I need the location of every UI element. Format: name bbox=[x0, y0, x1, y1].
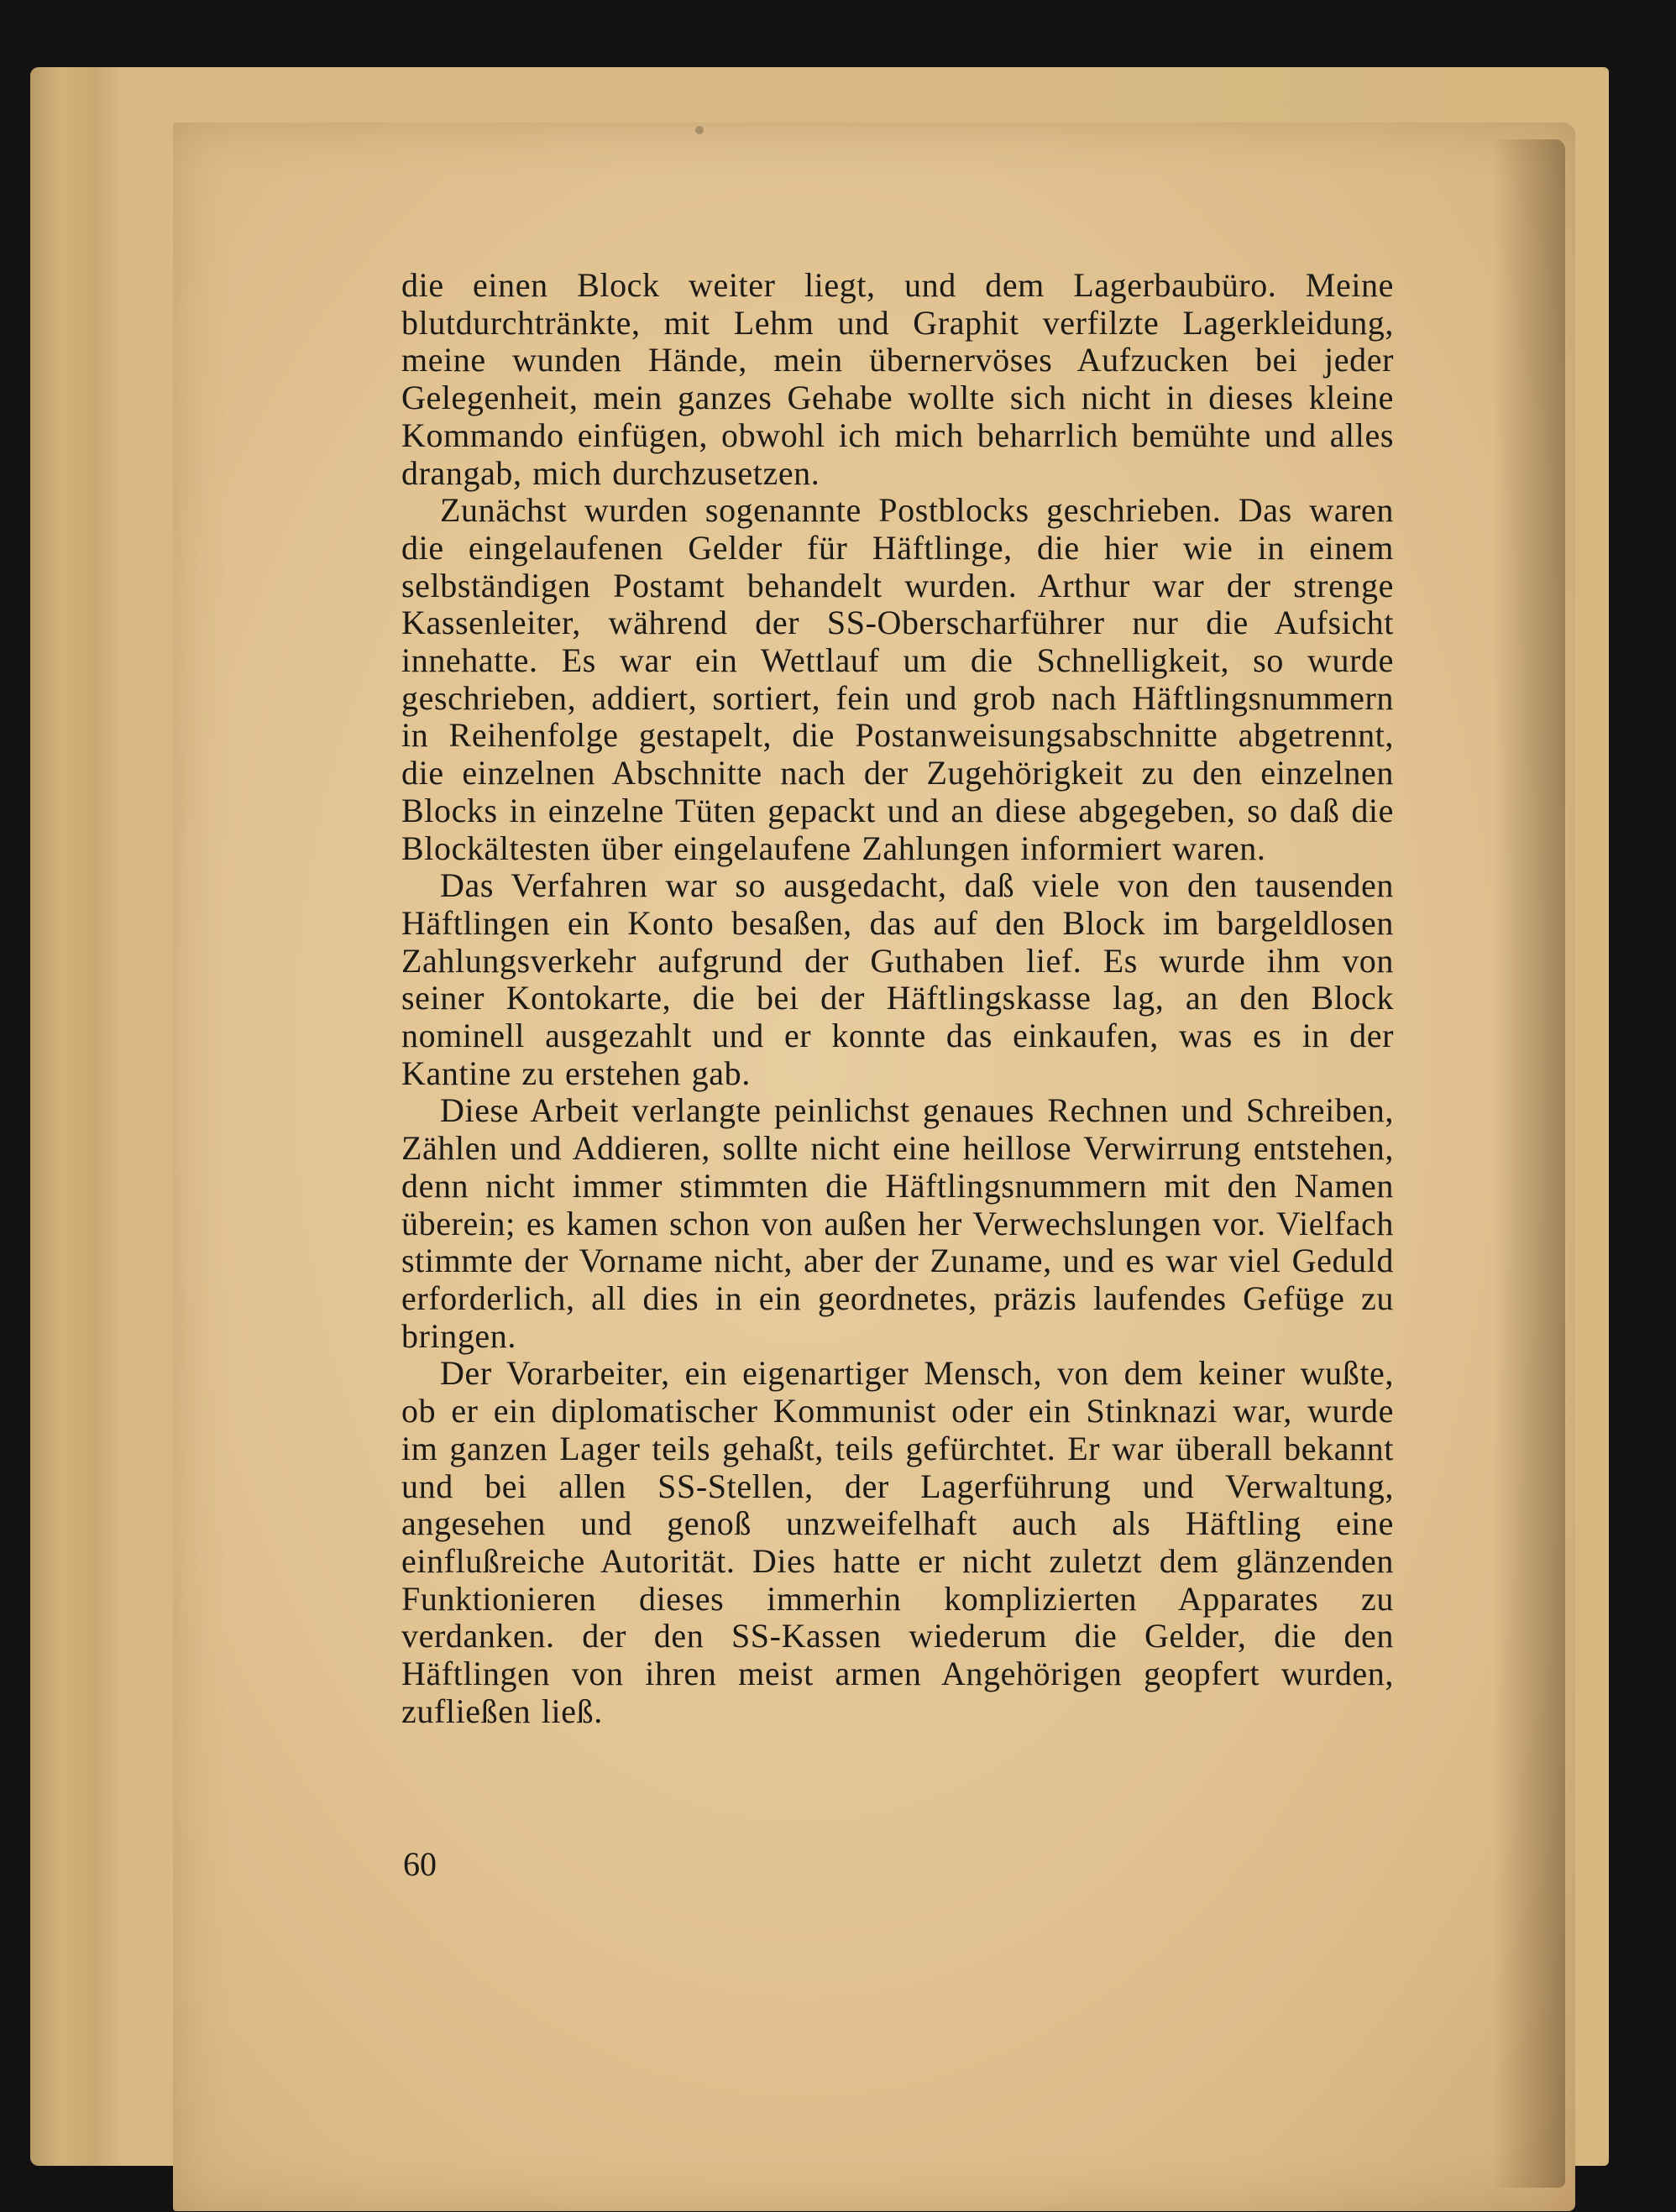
page-gutter-shadow bbox=[1493, 139, 1565, 2188]
paragraph-2: Zunächst wurden sogenannte Postblocks geschrieben. Das waren die eingelaufenen Gelder für Häftlinge, die hier wie in einem selbständigen Postamt behandelt wurden. Arthur war der strenge Kassenleiter, während der SS-Oberscharführer nur die Aufsicht innehatte. Es war ein Wettlauf um die Schnelligkeit, so wurde geschrieben, addiert, sortiert, fein und grob nach Häftlingsnummern in Reihenfolge gestapelt, die Postanweisungsabschnitte abgetrennt, die einzelnen Abschnitte nach der Zugehörigkeit zu den einzelnen Blocks in einzelne Tüten gepackt und an diese abgegeben, so daß die Blockältesten über eingelaufene Zahlungen informiert waren. bbox=[401, 491, 1394, 867]
paragraph-5: Der Vorarbeiter, ein eigenartiger Mensch, von dem keiner wußte, ob er ein diplomatischer Kommunist oder ein Stinknazi war, wurde im ganzen Lager teils gehaßt, teils gefürchtet. Er war überall bekannt und bei allen SS-Stellen, der Lagerführung und Verwaltung, angesehen und genoß unzweifelhaft auch als Häftling eine einflußreiche Autorität. Dies hatte er nicht zuletzt dem glänzenden Funktionieren dieses immerhin komplizierten Apparates zu verdanken. der den SS-Kassen wiederum die Gelder, die den Häftlingen von ihren meist armen Angehörigen geopfert wurden, zufließen ließ. bbox=[401, 1354, 1394, 1730]
paragraph-1: die einen Block weiter liegt, und dem Lagerbaubüro. Meine blutdurchtränkte, mit Lehm und Graphit verfilzte Lagerkleidung, meine wunden Hände, mein übernervöses Aufzucken bei jeder Gelegenheit, mein ganzes Gehabe wollte sich nicht in dieses kleine Kommando einfügen, obwohl ich mich beharrlich bemühte und alles drangab, mich durchzusetzen. bbox=[401, 266, 1394, 492]
page-number: 60 bbox=[403, 1845, 437, 1883]
paragraph-3: Das Verfahren war so ausgedacht, daß viele von den tausenden Häftlingen ein Konto besaßen, das auf den Block im bargeldlosen Zahlungsverkehr aufgrund der Guthaben lief. Es wurde ihm von seiner Kontokarte, die bei der Häftlingskasse lag, an den Block nominell ausgezahlt und er konnte das einkaufen, was es in der Kantine zu erstehen gab. bbox=[401, 866, 1394, 1092]
paragraph-4: Diese Arbeit verlangte peinlichst genaues Rechnen und Schreiben, Zählen und Addieren, sollte nicht eine heillose Verwirrung entstehen, denn nicht immer stimmten die Häftlingsnummern mit den Namen überein; es kamen schon von außen her Verwechslungen vor. Vielfach stimmte der Vorname nicht, aber der Zuname, und es war viel Geduld erforderlich, all dies in ein geordnetes, präzis laufendes Gefüge zu bringen. bbox=[401, 1091, 1394, 1355]
body-text bbox=[401, 267, 1394, 1730]
paper-speck bbox=[695, 126, 704, 134]
